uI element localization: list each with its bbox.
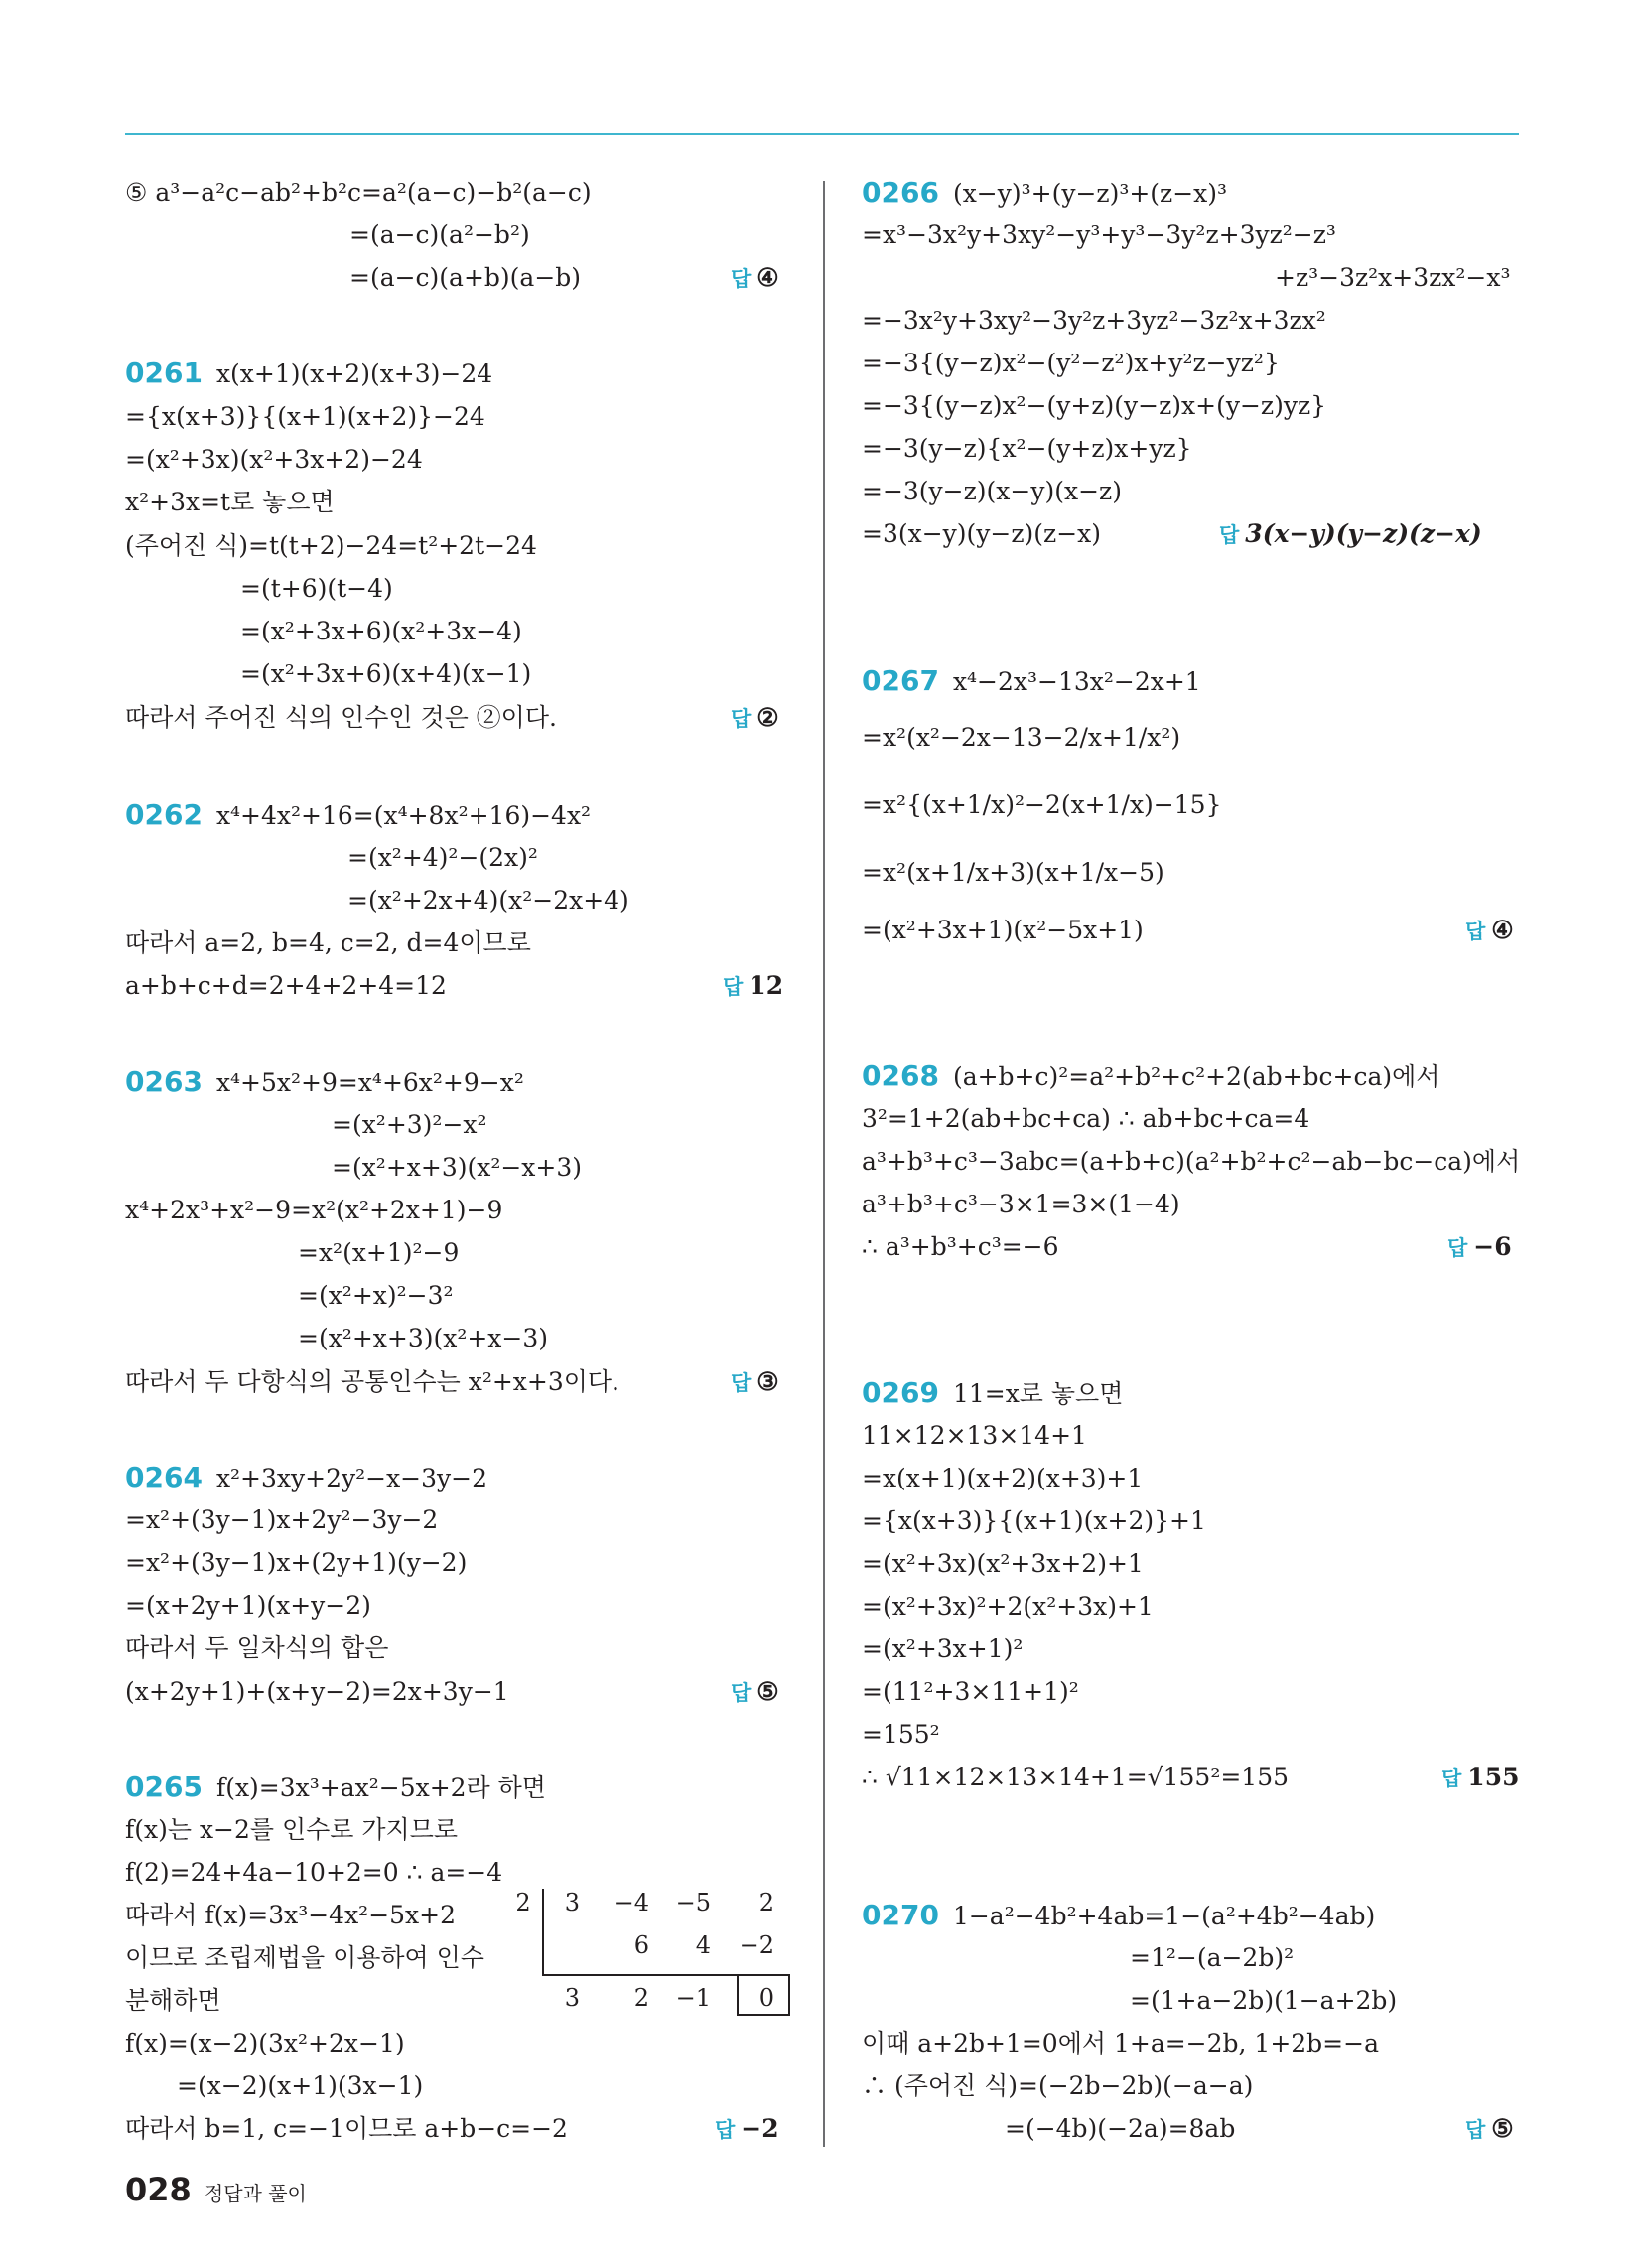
problem-number: 0261	[125, 356, 203, 389]
answer-label: 답	[1447, 1236, 1468, 1260]
answer	[1447, 1231, 1512, 1264]
solution-line: =(−4b)(−2a)=8ab	[1005, 2114, 1236, 2143]
answer	[1441, 1762, 1519, 1794]
answer-value: ⑤	[1491, 2114, 1514, 2143]
solution-line: (x+2y+1)+(x+y−2)=2x+3y−1	[125, 1677, 509, 1706]
solution-line: =x²(x+1/x+3)(x+1/x−5)	[862, 858, 1164, 887]
solution-line: =(x²+3x+1)(x²−5x+1)	[862, 916, 1144, 944]
header-rule	[125, 133, 1519, 135]
problem-number: 0266	[862, 176, 939, 209]
answer	[1465, 915, 1514, 947]
problem-header	[125, 1066, 524, 1099]
solution-line: x⁴−2x³−13x²−2x+1	[952, 667, 1201, 696]
solution-line: =(x²+3x+6)(x²+3x−4)	[240, 617, 522, 645]
problem-header	[125, 357, 492, 390]
answer-value: ③	[756, 1367, 779, 1396]
problem-header	[862, 665, 1201, 698]
answer-value: ⑤	[756, 1677, 779, 1706]
problem-number: 0269	[862, 1376, 939, 1409]
solution-line: =3(x−y)(y−z)(z−x)	[862, 519, 1102, 548]
synthetic-cell: 0	[758, 1984, 774, 2012]
solution-line: =(x²+3)²−x²	[332, 1110, 487, 1139]
solution-line: +z³−3z²x+3zx²−x³	[1275, 263, 1511, 292]
problem-number: 0270	[862, 1899, 939, 1931]
problem-header	[862, 1377, 1123, 1410]
answer-label: 답	[1441, 1767, 1462, 1790]
answer-label: 답	[731, 707, 752, 731]
answer-label: 답	[731, 1681, 752, 1705]
solution-line: =−3{(y−z)x²−(y²−z²)x+y²z−yz²}	[862, 349, 1280, 377]
solution-line: (x−y)³+(y−z)³+(z−x)³	[952, 179, 1228, 208]
solution-line: 이므로 조립제법을 이용하여 인수	[125, 1943, 484, 1972]
solution-line: =x²+(3y−1)x+(2y+1)(y−2)	[125, 1548, 468, 1577]
solution-line: ∴ (주어진 식)=(−2b−2b)(−a−a)	[862, 2071, 1254, 2100]
problem-number: 0268	[862, 1060, 939, 1092]
solution-line: f(x)=3x³+ax²−5x+2라 하면	[215, 1773, 546, 1802]
solution-line: =(x²+3x+1)²	[862, 1634, 1024, 1663]
answer-value: ④	[1491, 916, 1514, 944]
synthetic-cell: −5	[675, 1889, 711, 1916]
solution-line: =x²+(3y−1)x+2y²−3y−2	[125, 1505, 439, 1534]
column-divider	[823, 181, 825, 2147]
answer	[731, 262, 779, 295]
synthetic-cell: 3	[564, 1984, 580, 2012]
solution-line: =(x²+3x)²+2(x²+3x)+1	[862, 1592, 1154, 1621]
answer-value: 12	[749, 971, 784, 1000]
solution-line: =(t+6)(t−4)	[240, 574, 393, 603]
solution-line: =(a−c)(a+b)(a−b)	[349, 263, 582, 292]
synthetic-root: 2	[515, 1889, 531, 1916]
problem-header	[125, 1462, 487, 1494]
solution-line: =(x²+2x+4)(x²−2x+4)	[347, 886, 629, 915]
problem-header	[125, 799, 591, 832]
solution-line: =(x²+4)²−(2x)²	[347, 843, 538, 872]
solution-line: =1²−(a−2b)²	[1130, 1943, 1295, 1972]
answer	[1465, 2113, 1514, 2146]
solution-line: 따라서 a=2, b=4, c=2, d=4이므로	[125, 928, 531, 957]
solution-line: (주어진 식)=t(t+2)−24=t²+2t−24	[125, 531, 537, 560]
answer-label: 답	[1465, 2118, 1486, 2142]
problem-number: 0263	[125, 1065, 203, 1098]
solution-line: =(x²+x+3)(x²−x+3)	[332, 1153, 583, 1182]
solution-line: =−3(y−z){x²−(y+z)x+yz}	[862, 434, 1192, 463]
solution-line: 따라서 f(x)=3x³−4x²−5x+2	[125, 1901, 457, 1929]
answer	[731, 1366, 779, 1399]
problem-header	[862, 177, 1227, 210]
answer-value: −2	[741, 2114, 779, 2143]
solution-line: x⁴+5x²+9=x⁴+6x²+9−x²	[215, 1068, 524, 1097]
synthetic-cell: 2	[633, 1984, 649, 2012]
answer	[715, 2113, 779, 2146]
answer-label: 답	[1219, 523, 1240, 547]
synthetic-cell: 2	[758, 1889, 774, 1916]
solution-line: a³+b³+c³−3×1=3×(1−4)	[862, 1190, 1180, 1218]
answer-value: −6	[1473, 1232, 1512, 1261]
answer-value: 3(x−y)(y−z)(z−x)	[1245, 519, 1482, 548]
synthetic-row-1	[504, 1887, 774, 1918]
solution-line: =155²	[862, 1720, 940, 1749]
solution-line: x²+3x=t로 놓으면	[125, 488, 335, 516]
answer-value: ②	[756, 703, 779, 732]
problem-header	[862, 1900, 1375, 1932]
solution-line: 따라서 b=1, c=−1이므로 a+b−c=−2	[125, 2114, 568, 2143]
synthetic-row-3	[504, 1982, 774, 2014]
problem-number: 0264	[125, 1461, 203, 1493]
solution-line: =(1+a−2b)(1−a+2b)	[1130, 1986, 1398, 2015]
solution-line: =x²{(x+1/x)²−2(x+1/x)−15}	[862, 790, 1222, 819]
solution-line: 3²=1+2(ab+bc+ca) ∴ ab+bc+ca=4	[862, 1104, 1310, 1133]
solution-line: ∴ a³+b³+c³=−6	[862, 1232, 1059, 1261]
solution-line: =(x²+3x+6)(x+4)(x−1)	[240, 659, 532, 688]
problem-number: 0265	[125, 1771, 203, 1803]
solution-line: 11=x로 놓으면	[952, 1379, 1124, 1408]
solution-line: =x²(x+1)²−9	[298, 1238, 460, 1267]
solution-line: 따라서 주어진 식의 인수인 것은 ②이다.	[125, 703, 557, 732]
solution-line: f(x)=(x−2)(3x²+2x−1)	[125, 2029, 405, 2057]
book-title: 정답과 풀이	[204, 2182, 307, 2205]
problem-header	[125, 1772, 546, 1804]
synthetic-cell: −4	[614, 1889, 649, 1916]
solution-line: 분해하면	[125, 1986, 221, 2015]
synthetic-cell: −2	[739, 1931, 774, 1959]
synthetic-cell: 3	[564, 1889, 580, 1916]
solution-line: =−3(y−z)(x−y)(x−z)	[862, 477, 1122, 505]
answer	[723, 970, 783, 1003]
solution-line: f(x)는 x−2를 인수로 가지므로	[125, 1815, 459, 1844]
solution-line: =(a−c)(a²−b²)	[349, 220, 530, 249]
answer-label: 답	[715, 2118, 736, 2142]
solution-line: 11×12×13×14+1	[862, 1421, 1087, 1450]
solution-line: 따라서 두 일차식의 합은	[125, 1633, 389, 1662]
answer-value: 155	[1467, 1763, 1520, 1791]
solution-line: x⁴+4x²+16=(x⁴+8x²+16)−4x²	[215, 801, 592, 830]
synthetic-cell: 4	[695, 1931, 711, 1959]
synthetic-division	[504, 1887, 792, 2026]
answer-value: ④	[756, 263, 779, 292]
solution-line: =(x−2)(x+1)(3x−1)	[177, 2071, 424, 2100]
page-number: 028	[125, 2171, 192, 2208]
solution-line: x²+3xy+2y²−x−3y−2	[215, 1464, 488, 1492]
answer-label: 답	[731, 267, 752, 291]
answer-label: 답	[723, 975, 744, 999]
solution-line: =(x+2y+1)(x+y−2)	[125, 1591, 371, 1620]
answer	[1219, 518, 1482, 551]
solution-line: (a+b+c)²=a²+b²+c²+2(ab+bc+ca)에서	[952, 1063, 1440, 1091]
solution-line: =x³−3x²y+3xy²−y³+y³−3y²z+3yz²−z³	[862, 220, 1336, 249]
answer	[731, 702, 779, 735]
synthetic-cell: 6	[633, 1931, 649, 1959]
solution-line: =x²(x²−2x−13−2/x+1/x²)	[862, 723, 1181, 752]
solution-line: =(x²+x)²−3²	[298, 1281, 454, 1310]
solution-line: x(x+1)(x+2)(x+3)−24	[215, 359, 493, 388]
solution-line: ={x(x+3)}{(x+1)(x+2)}−24	[125, 402, 485, 431]
solution-line: 이때 a+2b+1=0에서 1+a=−2b, 1+2b=−a	[862, 2029, 1379, 2057]
answer-label: 답	[731, 1371, 752, 1395]
solution-line: =(x²+3x)(x²+3x+2)−24	[125, 445, 423, 474]
synthetic-row-2	[504, 1929, 774, 1961]
answer-label: 답	[1465, 920, 1486, 943]
solution-line: =−3x²y+3xy²−3y²z+3yz²−3z²x+3zx²	[862, 306, 1326, 335]
solution-line: a+b+c+d=2+4+2+4=12	[125, 971, 447, 1000]
problem-number: 0267	[862, 664, 939, 697]
solution-line: x⁴+2x³+x²−9=x²(x²+2x+1)−9	[125, 1196, 503, 1224]
problem-header	[862, 1061, 1439, 1093]
problem-number: 0262	[125, 798, 203, 831]
solution-line: =(x²+x+3)(x²+x−3)	[298, 1324, 549, 1352]
solution-line: =(11²+3×11+1)²	[862, 1677, 1079, 1706]
solution-line: 1−a²−4b²+4ab=1−(a²+4b²−4ab)	[952, 1902, 1376, 1930]
solution-line: =−3{(y−z)x²−(y+z)(y−z)x+(y−z)yz}	[862, 391, 1327, 420]
synthetic-cell: −1	[675, 1984, 711, 2012]
solution-line: ={x(x+3)}{(x+1)(x+2)}+1	[862, 1506, 1206, 1535]
solution-line: =x(x+1)(x+2)(x+3)+1	[862, 1464, 1144, 1492]
solution-line: f(2)=24+4a−10+2=0 ∴ a=−4	[125, 1858, 503, 1887]
page-footer	[125, 2171, 307, 2208]
solution-line: =(x²+3x)(x²+3x+2)+1	[862, 1549, 1144, 1578]
solution-line: 따라서 두 다항식의 공통인수는 x²+x+3이다.	[125, 1367, 620, 1396]
answer	[731, 1676, 779, 1709]
solution-line: ⑤ a³−a²c−ab²+b²c=a²(a−c)−b²(a−c)	[125, 178, 592, 207]
solution-line: ∴ √11×12×13×14+1=√155²=155	[862, 1763, 1290, 1791]
solution-line: a³+b³+c³−3abc=(a+b+c)(a²+b²+c²−ab−bc−ca)에서	[862, 1147, 1521, 1176]
